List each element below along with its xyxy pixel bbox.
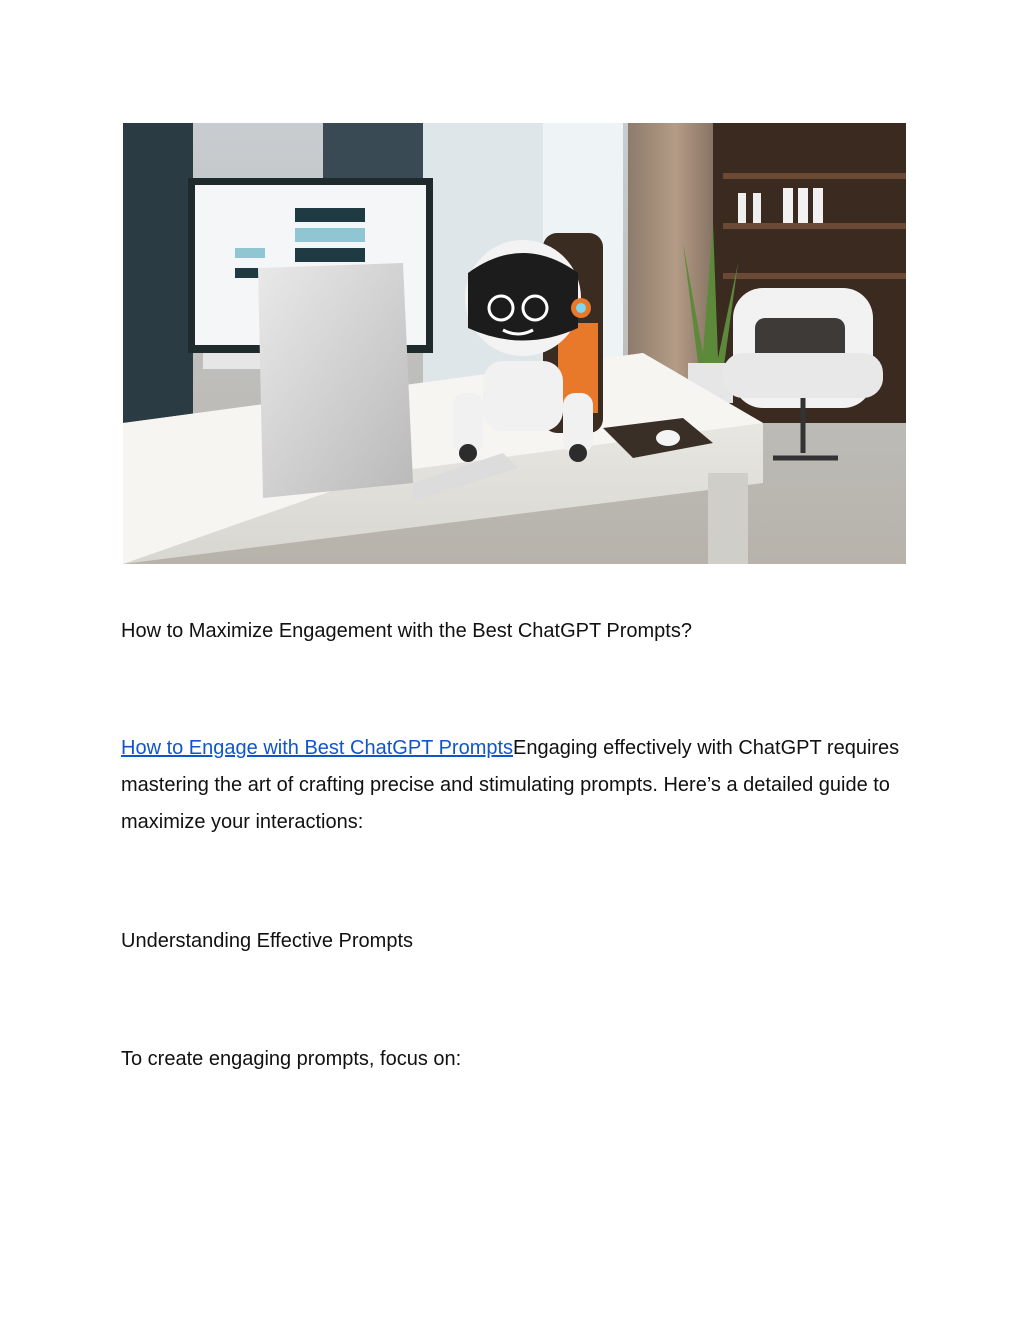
page-title: How to Maximize Engagement with the Best ChatGPT Prompts?: [121, 620, 692, 642]
lead-text: To create engaging prompts, focus on:: [121, 1048, 462, 1070]
intro-body-text: Engaging effectively with ChatGPT requires mastering the art of crafting precise and stimulating prompts. Here’s a detailed guide to maximize your interactions:: [121, 737, 900, 833]
intro-paragraph: [121, 730, 911, 841]
engage-link[interactable]: How to Engage with Best ChatGPT Prompts: [121, 737, 514, 759]
hero-image: [123, 123, 906, 564]
section-heading: Understanding Effective Prompts: [121, 930, 414, 952]
